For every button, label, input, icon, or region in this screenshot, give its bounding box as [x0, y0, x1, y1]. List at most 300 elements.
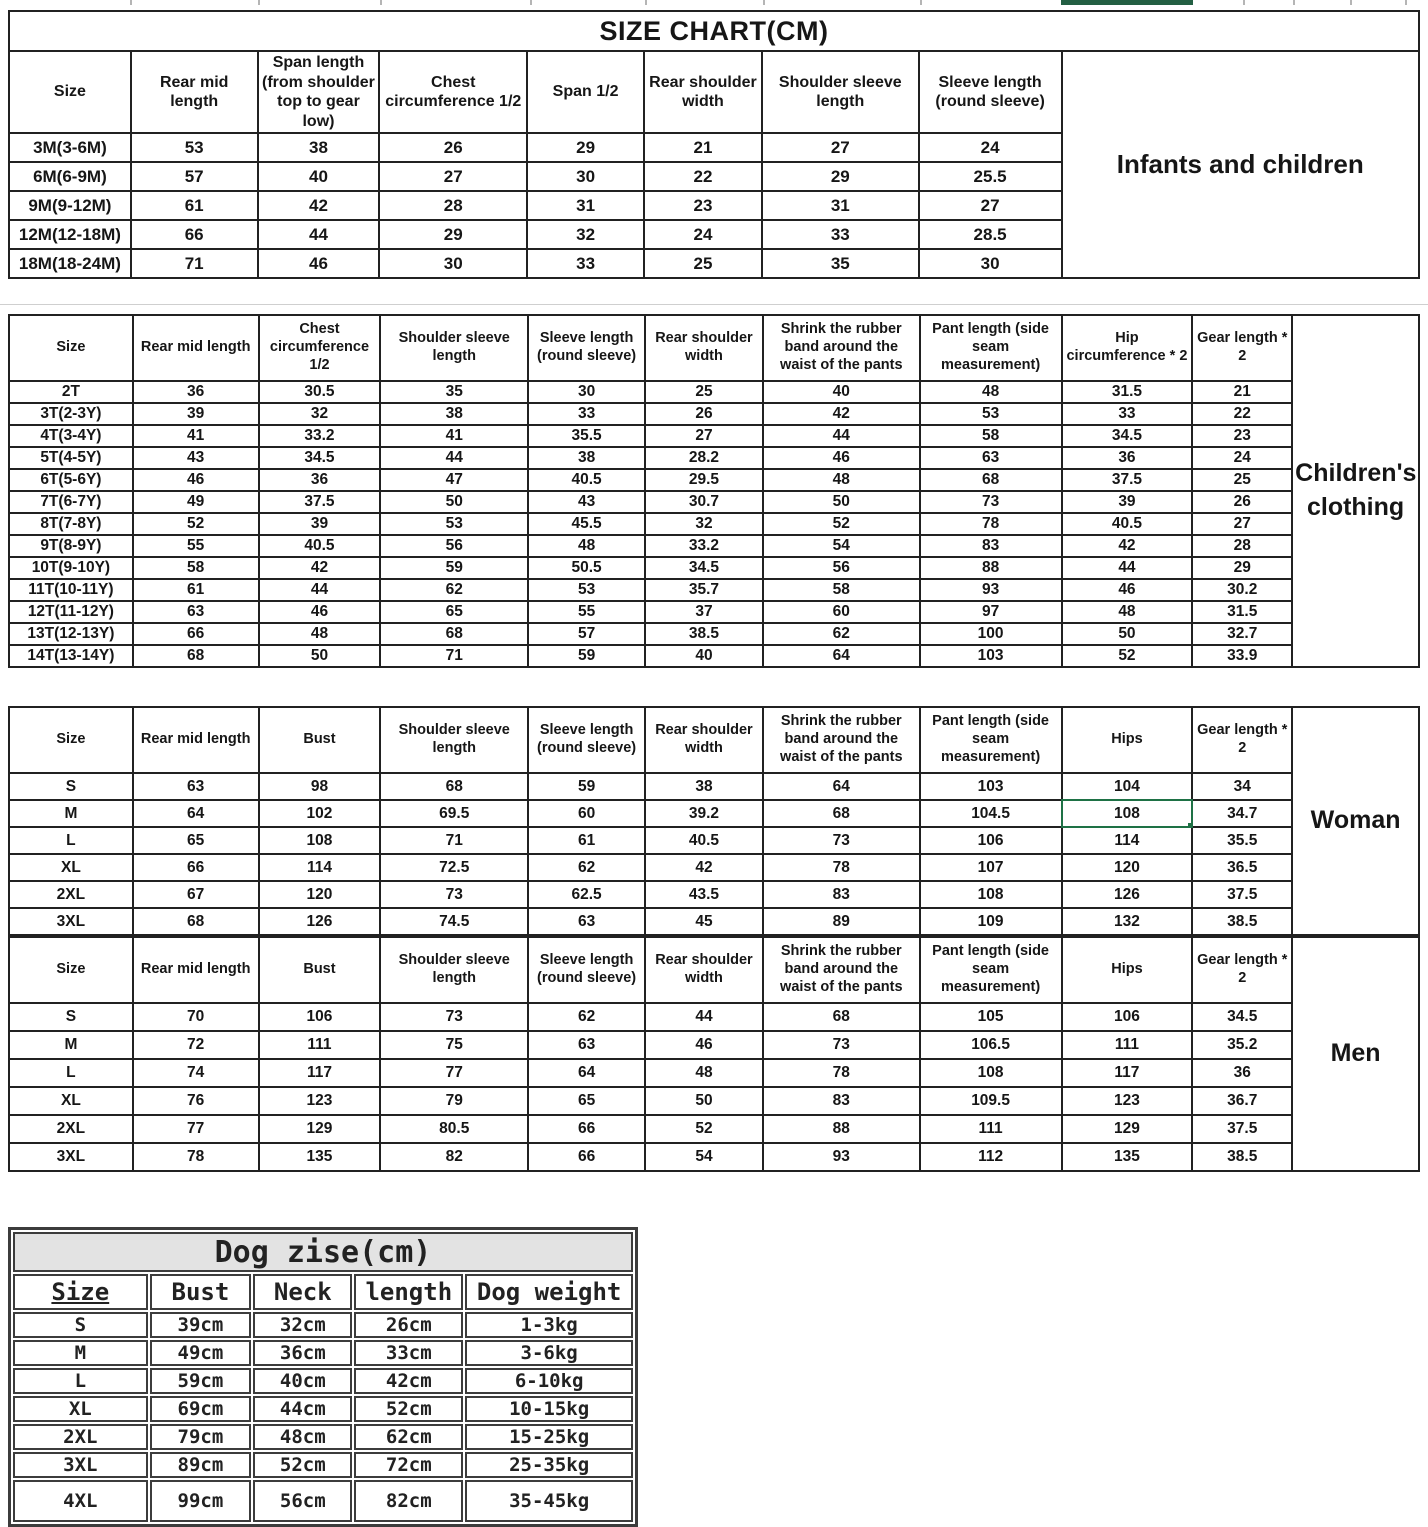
value-cell: 40: [763, 381, 920, 403]
value-cell: 34: [1192, 773, 1292, 800]
table-row: [9, 854, 1419, 881]
table-row: [9, 403, 1419, 425]
value-cell: 56: [763, 557, 920, 579]
column-header: Sleeve length (round sleeve): [528, 315, 645, 381]
value-cell: 109: [920, 908, 1062, 935]
value-cell: 55: [133, 535, 259, 557]
value-cell: 34.5: [259, 447, 381, 469]
value-cell: 42: [763, 403, 920, 425]
value-cell: 66: [528, 1115, 645, 1143]
value-cell: 117: [1062, 1059, 1193, 1087]
side-label: Infants and children: [1062, 51, 1420, 278]
value-cell: 103: [920, 645, 1062, 667]
value-cell: 135: [259, 1143, 381, 1171]
value-cell: 107: [920, 854, 1062, 881]
value-cell: 66: [133, 623, 259, 645]
value-cell: 50: [763, 491, 920, 513]
column-header: Shrink the rubber band around the waist of the pants: [763, 315, 920, 381]
column-header: Size: [9, 315, 133, 381]
column-header: Pant length (side seam measurement): [920, 315, 1062, 381]
size-cell: 9T(8-9Y): [9, 535, 133, 557]
size-cell: S: [13, 1312, 148, 1338]
value-cell: 109.5: [920, 1087, 1062, 1115]
value-cell: 79: [380, 1087, 528, 1115]
value-cell: 35-45kg: [465, 1480, 633, 1522]
value-cell: 40.5: [528, 469, 645, 491]
value-cell: 83: [763, 881, 920, 908]
value-cell: 63: [920, 447, 1062, 469]
size-cell: 2XL: [13, 1424, 148, 1450]
value-cell: 42: [1062, 535, 1193, 557]
value-cell: 64: [763, 773, 920, 800]
value-cell: 56cm: [253, 1480, 352, 1522]
value-cell: 53: [920, 403, 1062, 425]
infants-table: [8, 10, 1420, 279]
side-label: Men: [1292, 937, 1419, 1171]
size-cell: 2T: [9, 381, 133, 403]
value-cell: 48: [920, 381, 1062, 403]
value-cell: 78: [763, 1059, 920, 1087]
value-cell: 120: [1062, 854, 1193, 881]
column-header: Shrink the rubber band around the waist of the pants: [763, 937, 920, 1003]
size-cell: 3M(3-6M): [9, 133, 131, 162]
value-cell: 54: [763, 535, 920, 557]
value-cell: 25-35kg: [465, 1452, 633, 1478]
value-cell: 29: [379, 220, 527, 249]
value-cell: 65: [528, 1087, 645, 1115]
value-cell: 82cm: [354, 1480, 463, 1522]
value-cell: 111: [1062, 1031, 1193, 1059]
value-cell: 36: [1062, 447, 1193, 469]
value-cell: 50: [1062, 623, 1193, 645]
size-cell: XL: [9, 854, 133, 881]
value-cell: 38: [380, 403, 528, 425]
value-cell: 31: [527, 191, 644, 220]
value-cell: 10-15kg: [465, 1396, 633, 1422]
size-cell: 4XL: [13, 1480, 148, 1522]
value-cell: 38.5: [645, 623, 763, 645]
value-cell: 63: [133, 773, 259, 800]
value-cell: 36: [133, 381, 259, 403]
table-row: [9, 645, 1419, 667]
value-cell: 29.5: [645, 469, 763, 491]
value-cell: 34.5: [1062, 425, 1193, 447]
value-cell: 45: [645, 908, 763, 935]
value-cell: 45.5: [528, 513, 645, 535]
value-cell: 30.7: [645, 491, 763, 513]
value-cell: 59: [528, 773, 645, 800]
value-cell: 60: [763, 601, 920, 623]
value-cell: 104: [1062, 773, 1193, 800]
value-cell: 78: [763, 854, 920, 881]
value-cell: 30: [919, 249, 1062, 278]
table-row: [9, 908, 1419, 935]
value-cell: 38.5: [1192, 1143, 1292, 1171]
value-cell: 38.5: [1192, 908, 1292, 935]
value-cell: 33: [762, 220, 919, 249]
value-cell: 31.5: [1192, 601, 1292, 623]
value-cell: 68: [920, 469, 1062, 491]
value-cell: 88: [920, 557, 1062, 579]
value-cell: 89cm: [150, 1452, 252, 1478]
value-cell: 48: [763, 469, 920, 491]
value-cell: 71: [380, 645, 528, 667]
value-cell: 27: [762, 133, 919, 162]
table-row: [13, 1312, 633, 1338]
size-cell: 6M(6-9M): [9, 162, 131, 191]
column-header: Gear length * 2: [1192, 937, 1292, 1003]
size-cell: 11T(10-11Y): [9, 579, 133, 601]
value-cell: 100: [920, 623, 1062, 645]
value-cell: 61: [131, 191, 258, 220]
value-cell: 67: [133, 881, 259, 908]
table-row: [9, 800, 1419, 827]
value-cell: 30: [527, 162, 644, 191]
value-cell: 111: [259, 1031, 381, 1059]
size-cell: 5T(4-5Y): [9, 447, 133, 469]
value-cell: 68: [763, 1003, 920, 1031]
column-header: length: [354, 1274, 463, 1310]
value-cell: 36: [259, 469, 381, 491]
size-cell: XL: [9, 1087, 133, 1115]
column-header: Span 1/2: [527, 51, 644, 133]
value-cell: 108: [1062, 800, 1193, 827]
value-cell: 88: [763, 1115, 920, 1143]
value-cell: 33: [1062, 403, 1193, 425]
value-cell: 61: [133, 579, 259, 601]
table-row: [13, 1452, 633, 1478]
value-cell: 48: [1062, 601, 1193, 623]
table-row: [9, 491, 1419, 513]
value-cell: 22: [1192, 403, 1292, 425]
value-cell: 35.5: [528, 425, 645, 447]
table-row: [9, 881, 1419, 908]
value-cell: 62: [380, 579, 528, 601]
value-cell: 65: [133, 827, 259, 854]
value-cell: 37.5: [1192, 881, 1292, 908]
value-cell: 32: [527, 220, 644, 249]
value-cell: 50: [645, 1087, 763, 1115]
value-cell: 29: [1192, 557, 1292, 579]
value-cell: 74: [133, 1059, 259, 1087]
value-cell: 68: [380, 773, 528, 800]
value-cell: 35: [762, 249, 919, 278]
value-cell: 27: [379, 162, 527, 191]
value-cell: 40: [258, 162, 380, 191]
value-cell: 99cm: [150, 1480, 252, 1522]
value-cell: 46: [133, 469, 259, 491]
value-cell: 40.5: [1062, 513, 1193, 535]
value-cell: 68: [133, 645, 259, 667]
value-cell: 44cm: [253, 1396, 352, 1422]
value-cell: 123: [1062, 1087, 1193, 1115]
value-cell: 26: [379, 133, 527, 162]
dog-table-title: Dog zise(cm): [13, 1232, 633, 1272]
value-cell: 48: [528, 535, 645, 557]
table-row: [9, 1143, 1419, 1171]
table-row: [9, 1087, 1419, 1115]
value-cell: 49cm: [150, 1340, 252, 1366]
column-header: Size: [9, 937, 133, 1003]
value-cell: 83: [920, 535, 1062, 557]
value-cell: 24: [919, 133, 1062, 162]
value-cell: 36: [1192, 1059, 1292, 1087]
size-cell: 3T(2-3Y): [9, 403, 133, 425]
value-cell: 37.5: [259, 491, 381, 513]
column-header: Neck: [253, 1274, 352, 1310]
value-cell: 28: [379, 191, 527, 220]
value-cell: 31: [762, 191, 919, 220]
value-cell: 58: [920, 425, 1062, 447]
value-cell: 50: [259, 645, 381, 667]
value-cell: 61: [528, 827, 645, 854]
table-row: [9, 447, 1419, 469]
size-cell: L: [9, 827, 133, 854]
value-cell: 66: [528, 1143, 645, 1171]
value-cell: 112: [920, 1143, 1062, 1171]
value-cell: 40: [645, 645, 763, 667]
value-cell: 34.5: [645, 557, 763, 579]
value-cell: 62: [528, 854, 645, 881]
value-cell: 44: [763, 425, 920, 447]
value-cell: 35.7: [645, 579, 763, 601]
size-cell: 12M(12-18M): [9, 220, 131, 249]
value-cell: 59: [528, 645, 645, 667]
table-row: [9, 1031, 1419, 1059]
size-cell: L: [13, 1368, 148, 1394]
value-cell: 38: [258, 133, 380, 162]
size-cell: 4T(3-4Y): [9, 425, 133, 447]
value-cell: 37: [645, 601, 763, 623]
column-highlight-bar: [1061, 0, 1193, 5]
value-cell: 1-3kg: [465, 1312, 633, 1338]
column-header: Rear mid length: [133, 707, 259, 773]
value-cell: 76: [133, 1087, 259, 1115]
value-cell: 52cm: [354, 1396, 463, 1422]
value-cell: 114: [1062, 827, 1193, 854]
value-cell: 102: [259, 800, 381, 827]
value-cell: 46: [1062, 579, 1193, 601]
value-cell: 52: [645, 1115, 763, 1143]
value-cell: 82: [380, 1143, 528, 1171]
value-cell: 60: [528, 800, 645, 827]
value-cell: 29: [527, 133, 644, 162]
value-cell: 39cm: [150, 1312, 252, 1338]
column-header: Rear mid length: [133, 315, 259, 381]
value-cell: 75: [380, 1031, 528, 1059]
value-cell: 15-25kg: [465, 1424, 633, 1450]
value-cell: 79cm: [150, 1424, 252, 1450]
value-cell: 63: [528, 1031, 645, 1059]
men-table: [8, 936, 1420, 1172]
size-cell: 7T(6-7Y): [9, 491, 133, 513]
value-cell: 48cm: [253, 1424, 352, 1450]
value-cell: 97: [920, 601, 1062, 623]
value-cell: 39: [1062, 491, 1193, 513]
side-label: Children's clothing: [1292, 315, 1419, 667]
value-cell: 32cm: [253, 1312, 352, 1338]
value-cell: 106: [920, 827, 1062, 854]
size-cell: 8T(7-8Y): [9, 513, 133, 535]
value-cell: 129: [1062, 1115, 1193, 1143]
value-cell: 33: [527, 249, 644, 278]
size-cell: XL: [13, 1396, 148, 1422]
value-cell: 46: [259, 601, 381, 623]
value-cell: 6-10kg: [465, 1368, 633, 1394]
value-cell: 72: [133, 1031, 259, 1059]
value-cell: 46: [258, 249, 380, 278]
value-cell: 123: [259, 1087, 381, 1115]
column-header: Chest circumference 1/2: [379, 51, 527, 133]
value-cell: 33.2: [645, 535, 763, 557]
value-cell: 71: [380, 827, 528, 854]
value-cell: 73: [380, 881, 528, 908]
value-cell: 68: [133, 908, 259, 935]
table-row: [9, 381, 1419, 403]
value-cell: 40.5: [259, 535, 381, 557]
value-cell: 50: [380, 491, 528, 513]
value-cell: 73: [920, 491, 1062, 513]
value-cell: 73: [380, 1003, 528, 1031]
value-cell: 50.5: [528, 557, 645, 579]
column-header: Bust: [259, 937, 381, 1003]
size-cell: 10T(9-10Y): [9, 557, 133, 579]
table-row: [9, 579, 1419, 601]
column-header: Hips: [1062, 707, 1193, 773]
value-cell: 64: [528, 1059, 645, 1087]
column-header: Size: [9, 707, 133, 773]
value-cell: 108: [920, 881, 1062, 908]
column-header: Bust: [150, 1274, 252, 1310]
column-header: Size: [13, 1274, 148, 1310]
value-cell: 26: [645, 403, 763, 425]
value-cell: 34.5: [1192, 1003, 1292, 1031]
value-cell: 135: [1062, 1143, 1193, 1171]
value-cell: 21: [644, 133, 762, 162]
column-header: Rear shoulder width: [644, 51, 762, 133]
value-cell: 25.5: [919, 162, 1062, 191]
value-cell: 32.7: [1192, 623, 1292, 645]
row-gridline: [0, 304, 1428, 305]
size-cell: 3XL: [9, 1143, 133, 1171]
value-cell: 98: [259, 773, 381, 800]
value-cell: 126: [1062, 881, 1193, 908]
column-header: Pant length (side seam measurement): [920, 707, 1062, 773]
value-cell: 72.5: [380, 854, 528, 881]
column-header: Shoulder sleeve length: [380, 315, 528, 381]
value-cell: 36cm: [253, 1340, 352, 1366]
value-cell: 30.5: [259, 381, 381, 403]
value-cell: 117: [259, 1059, 381, 1087]
column-header: Rear mid length: [133, 937, 259, 1003]
size-chart-title: SIZE CHART(CM): [9, 11, 1419, 51]
table-row: [13, 1424, 633, 1450]
size-cell: 2XL: [9, 1115, 133, 1143]
value-cell: 40cm: [253, 1368, 352, 1394]
value-cell: 24: [1192, 447, 1292, 469]
value-cell: 47: [380, 469, 528, 491]
value-cell: 52: [1062, 645, 1193, 667]
column-header: Hip circumference * 2: [1062, 315, 1193, 381]
value-cell: 46: [645, 1031, 763, 1059]
size-cell: 2XL: [9, 881, 133, 908]
value-cell: 63: [528, 908, 645, 935]
value-cell: 37.5: [1062, 469, 1193, 491]
table-row: [9, 623, 1419, 645]
value-cell: 68: [380, 623, 528, 645]
value-cell: 58: [133, 557, 259, 579]
table-row: [9, 469, 1419, 491]
value-cell: 74.5: [380, 908, 528, 935]
value-cell: 46: [763, 447, 920, 469]
value-cell: 35.5: [1192, 827, 1292, 854]
column-header: Gear length * 2: [1192, 707, 1292, 773]
value-cell: 53: [131, 133, 258, 162]
size-cell: 3XL: [9, 908, 133, 935]
value-cell: 24: [644, 220, 762, 249]
value-cell: 56: [380, 535, 528, 557]
value-cell: 43.5: [645, 881, 763, 908]
value-cell: 30: [528, 381, 645, 403]
column-header: Rear shoulder width: [645, 937, 763, 1003]
value-cell: 54: [645, 1143, 763, 1171]
value-cell: 39: [133, 403, 259, 425]
column-header: Shoulder sleeve length: [380, 707, 528, 773]
size-cell: 6T(5-6Y): [9, 469, 133, 491]
value-cell: 44: [259, 579, 381, 601]
value-cell: 39.2: [645, 800, 763, 827]
table-row: [9, 1003, 1419, 1031]
column-header: Rear mid length: [131, 51, 258, 133]
value-cell: 23: [1192, 425, 1292, 447]
value-cell: 48: [645, 1059, 763, 1087]
value-cell: 55: [528, 601, 645, 623]
value-cell: 53: [528, 579, 645, 601]
value-cell: 63: [133, 601, 259, 623]
table-row: [9, 773, 1419, 800]
value-cell: 104.5: [920, 800, 1062, 827]
value-cell: 28.5: [919, 220, 1062, 249]
table-row: [13, 1340, 633, 1366]
value-cell: 36.5: [1192, 854, 1292, 881]
value-cell: 44: [380, 447, 528, 469]
value-cell: 114: [259, 854, 381, 881]
value-cell: 64: [133, 800, 259, 827]
value-cell: 40.5: [645, 827, 763, 854]
value-cell: 71: [131, 249, 258, 278]
column-header: Size: [9, 51, 131, 133]
value-cell: 66: [133, 854, 259, 881]
value-cell: 70: [133, 1003, 259, 1031]
value-cell: 108: [259, 827, 381, 854]
value-cell: 62.5: [528, 881, 645, 908]
value-cell: 78: [133, 1143, 259, 1171]
value-cell: 33.9: [1192, 645, 1292, 667]
column-header: Shrink the rubber band around the waist of the pants: [763, 707, 920, 773]
table-row: [13, 1480, 633, 1522]
value-cell: 57: [528, 623, 645, 645]
size-cell: 18M(18-24M): [9, 249, 131, 278]
value-cell: 26cm: [354, 1312, 463, 1338]
value-cell: 73: [763, 1031, 920, 1059]
value-cell: 25: [1192, 469, 1292, 491]
value-cell: 35: [380, 381, 528, 403]
value-cell: 34.7: [1192, 800, 1292, 827]
table-row: [13, 1368, 633, 1394]
value-cell: 48: [259, 623, 381, 645]
table-row: [9, 827, 1419, 854]
value-cell: 44: [645, 1003, 763, 1031]
